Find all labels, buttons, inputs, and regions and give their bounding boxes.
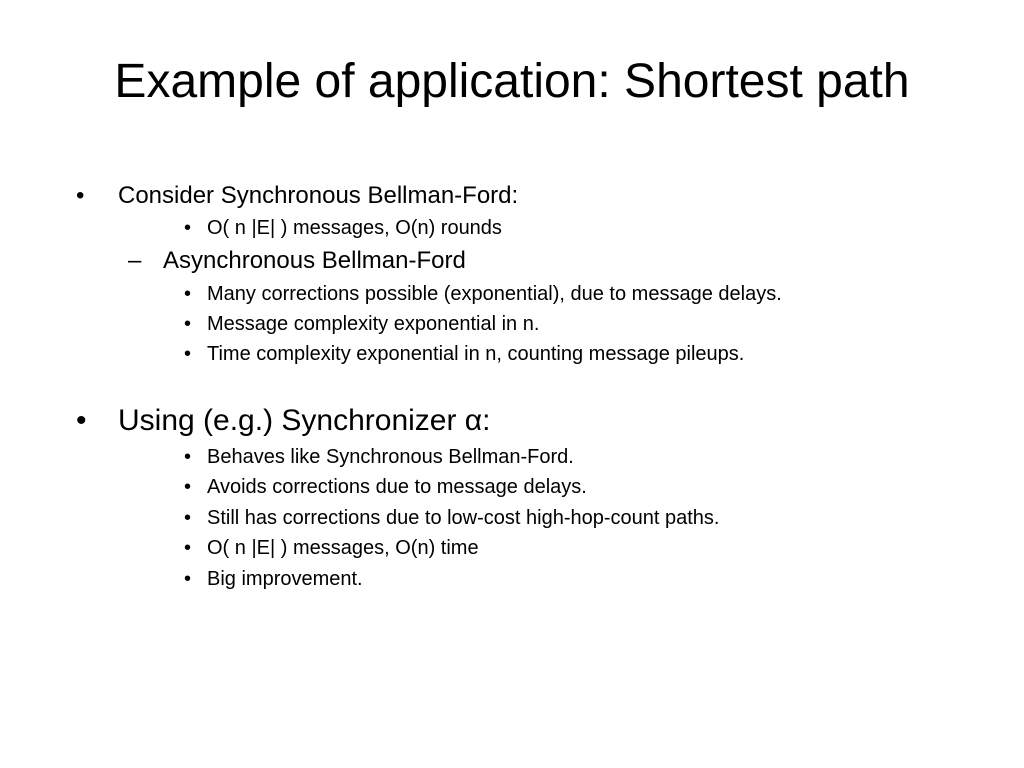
bullet-consider-sync-bf <box>76 181 518 211</box>
bullet-text: Time complexity exponential in n, counting message pileups. <box>207 343 745 365</box>
bullet-text: Using (e.g.) Synchronizer α: <box>118 404 491 437</box>
bullet-marker: • <box>184 446 192 468</box>
bullet-text: Many corrections possible (exponential), due to message delays. <box>207 283 782 305</box>
sub-bullet-many-corrections <box>184 281 782 307</box>
bullet-text: Message complexity exponential in n. <box>207 313 540 335</box>
dash-marker: – <box>128 247 142 274</box>
bullet-using-synchronizer <box>76 403 490 439</box>
sub-bullet-messages-time <box>184 535 479 561</box>
sub-bullet-sync-messages <box>184 215 502 241</box>
bullet-marker: • <box>184 568 192 590</box>
sub-bullet-time-complexity <box>184 341 744 367</box>
bullet-marker: • <box>184 537 192 559</box>
dash-item-async-bf <box>128 246 466 276</box>
bullet-marker: • <box>184 507 192 529</box>
bullet-text: O( n |E| ) messages, O(n) time <box>207 537 479 559</box>
bullet-marker: • <box>184 313 192 335</box>
bullet-text: O( n |E| ) messages, O(n) rounds <box>207 217 502 239</box>
sub-bullet-big-improvement <box>184 566 363 592</box>
bullet-text: Big improvement. <box>207 568 363 590</box>
bullet-marker: • <box>184 343 192 365</box>
sub-bullet-avoids-corrections <box>184 474 587 500</box>
bullet-marker: • <box>184 476 192 498</box>
bullet-text: Still has corrections due to low-cost high-hop-count paths. <box>207 507 720 529</box>
sub-bullet-message-complexity <box>184 311 539 337</box>
bullet-marker: • <box>76 182 85 209</box>
bullet-text: Asynchronous Bellman-Ford <box>163 247 466 274</box>
sub-bullet-behaves-like <box>184 444 574 470</box>
bullet-text: Consider Synchronous Bellman-Ford: <box>118 182 519 209</box>
bullet-marker: • <box>184 217 192 239</box>
sub-bullet-still-has-corrections <box>184 505 720 531</box>
bullet-marker: • <box>76 404 87 437</box>
bullet-marker: • <box>184 283 192 305</box>
bullet-text: Behaves like Synchronous Bellman-Ford. <box>207 446 574 468</box>
bullet-text: Avoids corrections due to message delays. <box>207 476 587 498</box>
slide-title: Example of application: Shortest path <box>114 55 910 108</box>
